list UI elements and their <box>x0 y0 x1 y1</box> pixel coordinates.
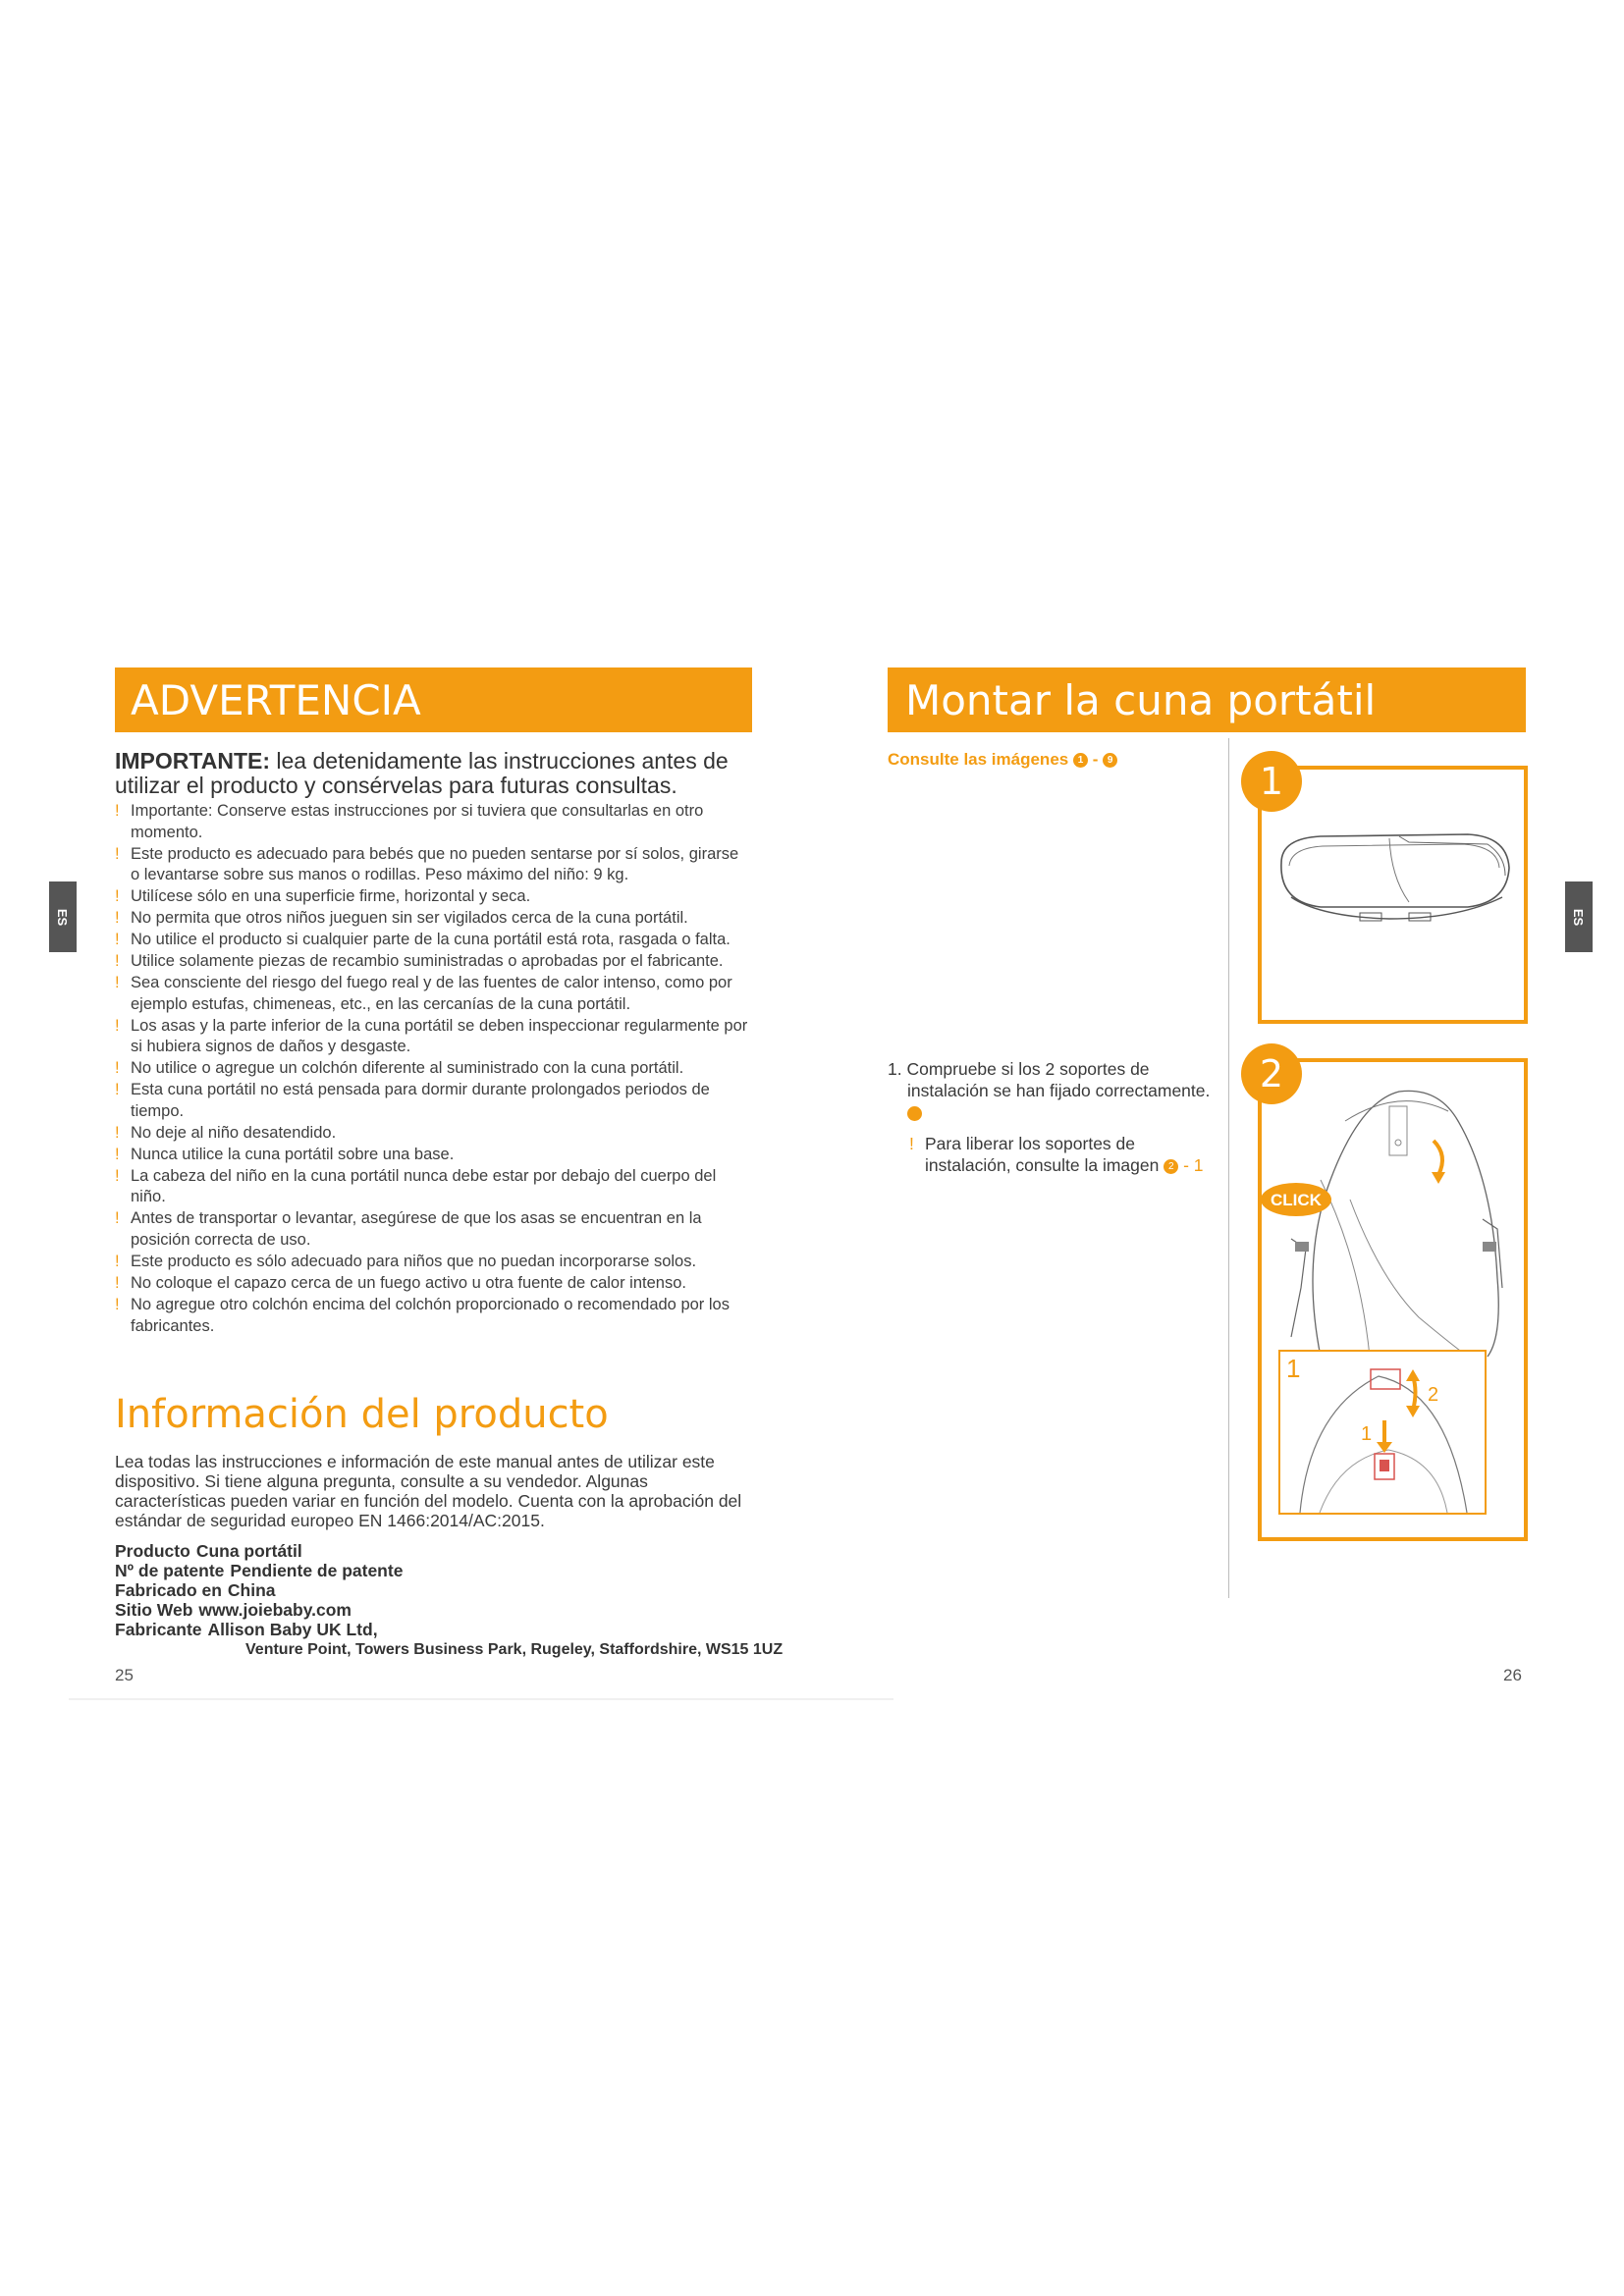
inset-arrow-1: 1 <box>1361 1423 1373 1445</box>
warning-mark: ! <box>115 1166 120 1185</box>
manufacturer-address: Venture Point, Towers Business Park, Rugeley, Staffordshire, WS15 1UZ <box>245 1641 784 1658</box>
warning-item: ! No deje al niño desatendido. <box>115 1123 751 1145</box>
warning-mark: ! <box>115 952 120 971</box>
warning-mark: ! <box>115 1123 120 1142</box>
advertencia-title: ADVERTENCIA <box>131 675 421 724</box>
warning-mark: ! <box>115 1252 120 1270</box>
spec-value: Allison Baby UK Ltd, <box>207 1620 378 1639</box>
product-specs <box>115 1541 743 1639</box>
click-label: CLICK <box>1271 1191 1322 1209</box>
warning-mark: ! <box>115 1081 120 1099</box>
spec-value: China <box>227 1580 276 1600</box>
consult-images-note: Consulte las imágenes 1 - 9 <box>888 750 1117 770</box>
warning-item: ! No agregue otro colchón encima del colchón proporcionado o recomendado por los fabricantes. <box>115 1295 730 1335</box>
spec-label: Nº de patente <box>115 1561 225 1580</box>
release-note: ! Para liberar los soportes de instalación, consulte la imagen 2 - 1 <box>909 1134 1204 1175</box>
warning-item: ! No permita que otros niños jueguen sin ser vigilados cerca de la cuna portátil. <box>115 908 751 930</box>
column-divider <box>1228 738 1229 1598</box>
spec-label: Sitio Web <box>115 1600 193 1620</box>
spec-value: Cuna portátil <box>195 1541 302 1561</box>
figure-ref-2b: 2 <box>1164 1159 1178 1174</box>
warning-item: ! Antes de transportar o levantar, asegúrese de que los asas se encuentran en la posición correcta de uso. <box>115 1209 702 1249</box>
image-ref-end: 9 <box>1103 753 1117 768</box>
figure-1 <box>1258 766 1528 1024</box>
warning-mark: ! <box>115 1145 120 1163</box>
spec-label: Producto <box>115 1541 190 1561</box>
figure-1-number: 1 <box>1241 751 1302 812</box>
footer-divider <box>69 1698 893 1700</box>
warning-mark: ! <box>115 1295 120 1313</box>
montar-banner <box>888 667 1526 732</box>
spec-label: Fabricado en <box>115 1580 222 1600</box>
spec-row <box>115 1620 743 1639</box>
advertencia-banner <box>115 667 752 732</box>
warning-mark: ! <box>909 1134 914 1153</box>
step-1-text: 1. Compruebe si los 2 soportes de instalación se han fijado correctamente. 2 <box>888 1059 1211 1119</box>
spec-value: Pendiente de patente <box>230 1561 404 1580</box>
warning-mark: ! <box>115 931 120 949</box>
warning-item: ! No utilice o agregue un colchón diferente al suministrado con la cuna portátil. <box>115 1058 751 1080</box>
spec-row <box>115 1561 743 1580</box>
warning-item: ! Importante: Conserve estas instrucciones por si tuviera que consultarlas en otro momento. <box>115 802 704 841</box>
warning-list <box>115 801 751 1337</box>
warning-item: ! No coloque el capazo cerca de un fuego activo u otra fuente de calor intenso. <box>115 1273 751 1295</box>
page-number-left: 25 <box>115 1666 134 1684</box>
important-notice <box>115 749 763 798</box>
warning-item: ! Esta cuna portátil no está pensada para dormir durante prolongados periodos de tiempo. <box>115 1081 710 1120</box>
warning-mark: ! <box>115 1273 120 1292</box>
language-tab-right: ES <box>1565 881 1593 952</box>
warning-item: ! Los asas y la parte inferior de la cuna portátil se deben inspeccionar regularmente por si hubiera signos de daños y desgaste. <box>115 1016 748 1056</box>
language-tab-left: ES <box>49 881 77 952</box>
product-info-text: Lea todas las instrucciones e información de este manual antes de utilizar este dispositivo. Si tiene alguna pregunta, consulte a su vendedor. Algunas características pueden variar en función del modelo. Cuenta con la aprobación del estándar de seguridad europeo EN 1466:2014/AC:2015. <box>115 1452 742 1530</box>
warning-mark: ! <box>115 909 120 928</box>
detail-inset <box>1278 1350 1487 1515</box>
important-text: lea detenidamente las instrucciones antes de utilizar el producto y consérvelas para futuras consultas. <box>115 748 729 798</box>
warning-item: ! Este producto es adecuado para bebés que no pueden sentarse por sí solos, girarse o levantarse sobre sus manos o rodillas. Peso máximo del niño: 9 kg. <box>115 844 739 884</box>
spec-row <box>115 1600 743 1620</box>
warning-item: ! No utilice el producto si cualquier parte de la cuna portátil está rota, rasgada o falta. <box>115 930 751 951</box>
image-ref-start: 1 <box>1073 753 1088 768</box>
montar-title: Montar la cuna portátil <box>905 675 1377 724</box>
inset-label-1: 1 <box>1286 1354 1301 1383</box>
warning-item: ! Utilice solamente piezas de recambio suministradas o aprobadas por el fabricante. <box>115 951 751 973</box>
important-label: IMPORTANTE: <box>115 748 271 774</box>
detail-illustration <box>1280 1352 1485 1513</box>
warning-item: ! La cabeza del niño en la cuna portátil nunca debe estar por debajo del cuerpo del niño. <box>115 1166 717 1206</box>
warning-mark: ! <box>115 974 120 992</box>
warning-mark: ! <box>115 1016 120 1035</box>
warning-item: ! Sea consciente del riesgo del fuego real y de las fuentes de calor intenso, como por ejemplo estufas, chimeneas, etc., en las cercanías de la cuna portátil. <box>115 974 732 1013</box>
spec-row <box>115 1580 743 1600</box>
figure-2-number: 2 <box>1241 1043 1302 1104</box>
warning-item: ! Utilícese sólo en una superficie firme, horizontal y seca. <box>115 886 751 908</box>
spec-value: www.joiebaby.com <box>198 1600 352 1620</box>
page-number-right: 26 <box>1503 1666 1522 1684</box>
warning-mark: ! <box>115 844 120 863</box>
product-info-title: Información del producto <box>115 1392 609 1437</box>
spec-label: Fabricante <box>115 1620 202 1639</box>
warning-mark: ! <box>115 1059 120 1078</box>
inset-label-2: 2 <box>1428 1384 1439 1406</box>
warning-item: ! Este producto es sólo adecuado para niños que no puedan incorporarse solos. <box>115 1252 751 1273</box>
warning-mark: ! <box>115 887 120 906</box>
bassinet-illustration <box>1262 770 1524 1020</box>
warning-mark: ! <box>115 802 120 820</box>
figure-ref-2: 2 <box>907 1106 922 1121</box>
spec-row <box>115 1541 743 1561</box>
warning-item: ! Nunca utilice la cuna portátil sobre una base. <box>115 1145 751 1166</box>
warning-mark: ! <box>115 1209 120 1228</box>
